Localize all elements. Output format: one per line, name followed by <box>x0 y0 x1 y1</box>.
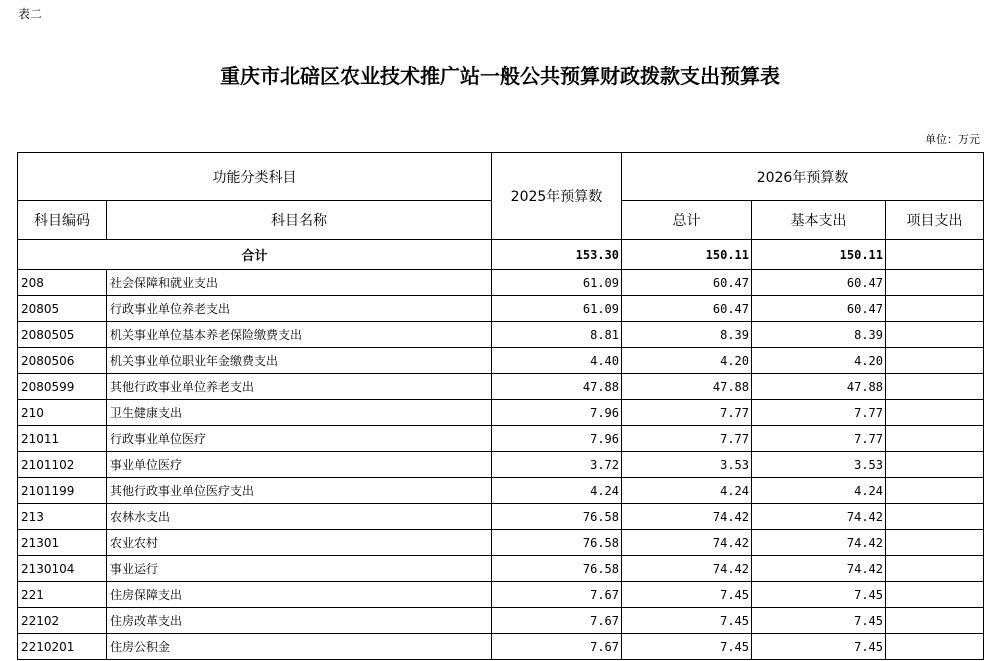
budget-2026-project-cell <box>886 322 984 348</box>
budget-2026-basic-cell: 60.47 <box>752 270 886 296</box>
budget-2025-cell: 3.72 <box>492 452 622 478</box>
table-row <box>18 556 984 582</box>
budget-2026-project-cell <box>886 556 984 582</box>
subject-code-cell: 210 <box>18 400 107 426</box>
budget-2026-total-cell: 74.42 <box>622 504 752 530</box>
budget-2026-basic-cell: 7.45 <box>752 582 886 608</box>
table-row <box>18 504 984 530</box>
budget-2026-project-cell <box>886 296 984 322</box>
budget-2026-total-cell: 74.42 <box>622 556 752 582</box>
subject-name-cell: 行政事业单位医疗 <box>107 426 492 452</box>
subject-code-cell: 21301 <box>18 530 107 556</box>
budget-2025-cell: 4.40 <box>492 348 622 374</box>
budget-2026-basic-cell: 3.53 <box>752 452 886 478</box>
budget-2026-basic-cell: 7.45 <box>752 634 886 660</box>
header-budget-2026: 2026年预算数 <box>622 153 984 201</box>
budget-2025-cell: 7.96 <box>492 426 622 452</box>
budget-2026-total-cell: 60.47 <box>622 270 752 296</box>
subject-code-cell: 2210201 <box>18 634 107 660</box>
budget-2026-project-cell <box>886 608 984 634</box>
subject-code-cell: 2080599 <box>18 374 107 400</box>
table-row <box>18 296 984 322</box>
budget-2026-basic-cell: 8.39 <box>752 322 886 348</box>
subject-name-cell: 事业单位医疗 <box>107 452 492 478</box>
budget-2026-total-cell: 7.45 <box>622 634 752 660</box>
subject-name-cell: 住房保障支出 <box>107 582 492 608</box>
header-row-1 <box>18 153 984 201</box>
subject-code-cell: 2080506 <box>18 348 107 374</box>
budget-2026-basic-cell: 7.45 <box>752 608 886 634</box>
table-row <box>18 530 984 556</box>
budget-2025-cell: 8.81 <box>492 322 622 348</box>
subject-name-cell: 其他行政事业单位养老支出 <box>107 374 492 400</box>
budget-2026-basic-cell: 7.77 <box>752 400 886 426</box>
budget-2026-basic-cell: 74.42 <box>752 504 886 530</box>
budget-2025-cell: 76.58 <box>492 504 622 530</box>
budget-2026-basic-cell: 47.88 <box>752 374 886 400</box>
total-budget-2025: 153.30 <box>492 240 622 270</box>
table-number-label: 表二 <box>18 7 43 21</box>
budget-2026-basic-cell: 4.20 <box>752 348 886 374</box>
budget-2026-project-cell <box>886 530 984 556</box>
budget-2025-cell: 7.96 <box>492 400 622 426</box>
subject-code-cell: 2101199 <box>18 478 107 504</box>
budget-2025-cell: 47.88 <box>492 374 622 400</box>
table-row <box>18 374 984 400</box>
budget-2026-total-cell: 7.77 <box>622 400 752 426</box>
subject-code-cell: 21011 <box>18 426 107 452</box>
budget-2025-cell: 61.09 <box>492 270 622 296</box>
budget-2026-project-cell <box>886 582 984 608</box>
budget-2026-total-cell: 74.42 <box>622 530 752 556</box>
table-row <box>18 322 984 348</box>
subject-code-cell: 2101102 <box>18 452 107 478</box>
budget-2026-basic-cell: 4.24 <box>752 478 886 504</box>
total-budget-2026-basic: 150.11 <box>752 240 886 270</box>
table-row <box>18 478 984 504</box>
table-row <box>18 270 984 296</box>
subject-name-cell: 行政事业单位养老支出 <box>107 296 492 322</box>
budget-2026-total-cell: 7.45 <box>622 582 752 608</box>
subject-code-cell: 20805 <box>18 296 107 322</box>
table-row <box>18 634 984 660</box>
budget-2026-project-cell <box>886 426 984 452</box>
budget-2026-basic-cell: 7.77 <box>752 426 886 452</box>
table-row <box>18 348 984 374</box>
budget-2026-total-cell: 7.45 <box>622 608 752 634</box>
header-subject-name: 科目名称 <box>107 201 492 240</box>
total-label: 合计 <box>18 240 492 270</box>
subject-name-cell: 机关事业单位职业年金缴费支出 <box>107 348 492 374</box>
total-budget-2026-project <box>886 240 984 270</box>
subject-name-cell: 住房公积金 <box>107 634 492 660</box>
budget-2026-project-cell <box>886 270 984 296</box>
budget-2026-project-cell <box>886 478 984 504</box>
budget-2025-cell: 76.58 <box>492 556 622 582</box>
table-row <box>18 426 984 452</box>
subject-name-cell: 其他行政事业单位医疗支出 <box>107 478 492 504</box>
table-row <box>18 400 984 426</box>
subject-name-cell: 住房改革支出 <box>107 608 492 634</box>
total-row <box>18 240 984 270</box>
subject-code-cell: 2130104 <box>18 556 107 582</box>
subject-name-cell: 社会保障和就业支出 <box>107 270 492 296</box>
subject-code-cell: 208 <box>18 270 107 296</box>
budget-2025-cell: 4.24 <box>492 478 622 504</box>
header-basic-expense: 基本支出 <box>752 201 886 240</box>
budget-2026-project-cell <box>886 374 984 400</box>
budget-2026-total-cell: 4.24 <box>622 478 752 504</box>
budget-2026-basic-cell: 74.42 <box>752 556 886 582</box>
subject-code-cell: 221 <box>18 582 107 608</box>
page-title: 重庆市北碚区农业技术推广站一般公共预算财政拨款支出预算表 <box>220 64 780 88</box>
subject-code-cell: 213 <box>18 504 107 530</box>
total-budget-2026-total: 150.11 <box>622 240 752 270</box>
budget-2026-total-cell: 47.88 <box>622 374 752 400</box>
table-row <box>18 608 984 634</box>
budget-2025-cell: 7.67 <box>492 582 622 608</box>
header-project-expense: 项目支出 <box>886 201 984 240</box>
header-subject-code: 科目编码 <box>18 201 107 240</box>
header-budget-2025: 2025年预算数 <box>492 153 622 240</box>
budget-2025-cell: 7.67 <box>492 608 622 634</box>
subject-code-cell: 22102 <box>18 608 107 634</box>
budget-2025-cell: 7.67 <box>492 634 622 660</box>
budget-2025-cell: 61.09 <box>492 296 622 322</box>
unit-label: 单位：万元 <box>925 133 980 146</box>
subject-name-cell: 事业运行 <box>107 556 492 582</box>
subject-name-cell: 农业农村 <box>107 530 492 556</box>
budget-table <box>17 152 984 660</box>
budget-2026-basic-cell: 74.42 <box>752 530 886 556</box>
budget-2026-project-cell <box>886 634 984 660</box>
budget-2026-project-cell <box>886 400 984 426</box>
subject-name-cell: 农林水支出 <box>107 504 492 530</box>
budget-2026-project-cell <box>886 348 984 374</box>
budget-2026-total-cell: 8.39 <box>622 322 752 348</box>
budget-2026-total-cell: 7.77 <box>622 426 752 452</box>
subject-name-cell: 机关事业单位基本养老保险缴费支出 <box>107 322 492 348</box>
header-functional-category: 功能分类科目 <box>18 153 492 201</box>
budget-2026-basic-cell: 60.47 <box>752 296 886 322</box>
table-row <box>18 582 984 608</box>
subject-name-cell: 卫生健康支出 <box>107 400 492 426</box>
budget-2026-project-cell <box>886 452 984 478</box>
budget-2025-cell: 76.58 <box>492 530 622 556</box>
budget-2026-project-cell <box>886 504 984 530</box>
subject-code-cell: 2080505 <box>18 322 107 348</box>
table-row <box>18 452 984 478</box>
header-total: 总计 <box>622 201 752 240</box>
budget-2026-total-cell: 3.53 <box>622 452 752 478</box>
budget-2026-total-cell: 4.20 <box>622 348 752 374</box>
budget-2026-total-cell: 60.47 <box>622 296 752 322</box>
